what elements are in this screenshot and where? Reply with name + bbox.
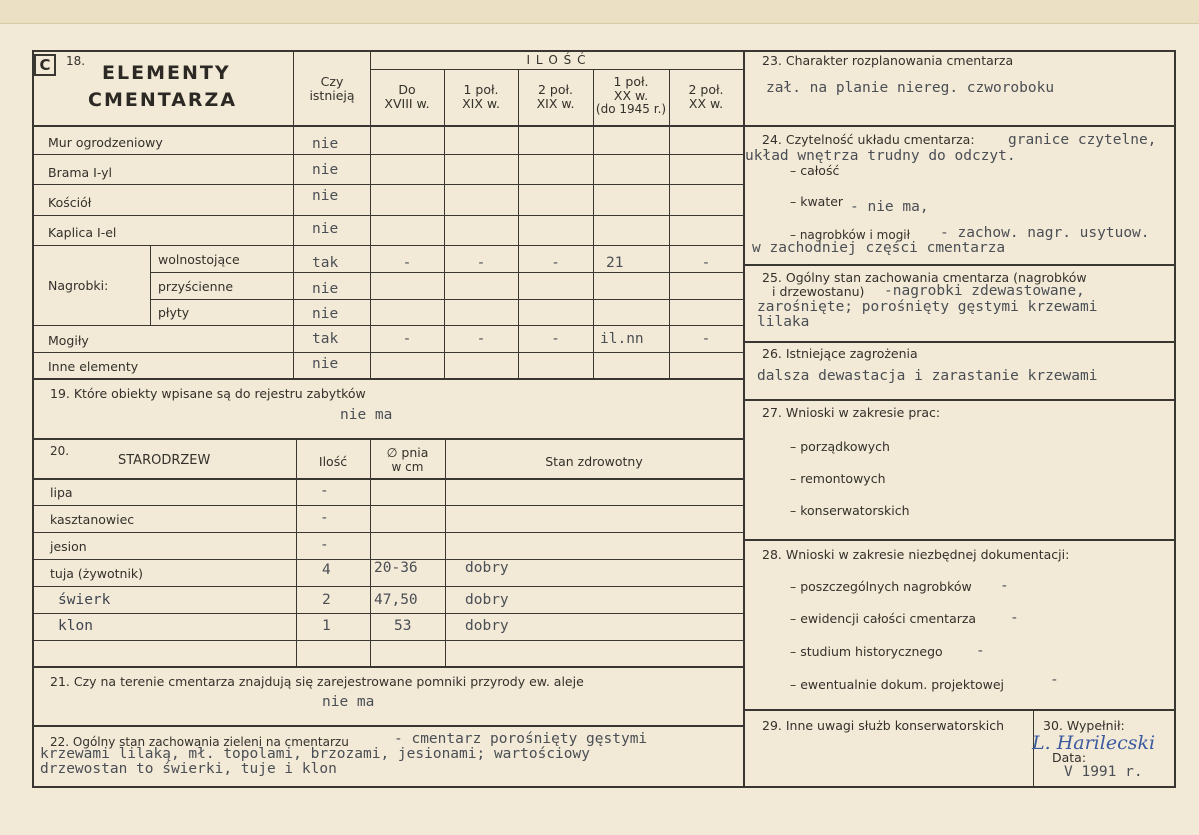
sec26-label: 26. Istniejące zagrożenia [762, 346, 918, 361]
sec18-title-1: ELEMENTY [102, 62, 231, 84]
sec24-nagrobkow-value-2: w zachodniej części cmentarza [752, 240, 1006, 256]
sec20-col-pnia-1: ∅ pnia [386, 445, 429, 460]
sec28-dash: - [1000, 578, 1009, 594]
sec19-value: nie ma [340, 407, 393, 423]
sec29-label: 29. Inne uwagi służb konserwatorskich [762, 718, 1004, 733]
value-przysc: nie [312, 281, 339, 297]
row-label-kaplica: Kaplica I-el [48, 225, 117, 240]
grid-line [34, 666, 743, 668]
col-1xx-3: (do 1945 r.) [595, 102, 667, 116]
row-label-wolno: wolnostojące [158, 252, 240, 267]
sec23-label: 23. Charakter rozplanowania cmentarza [762, 53, 1014, 68]
col-2xx-1: 2 poł. [688, 82, 724, 97]
c-box: C [34, 54, 56, 76]
row-label-inne: Inne elementy [48, 359, 139, 374]
sec27-item: – porządkowych [790, 439, 890, 454]
sec24-value-2: układ wnętrza trudny do odczyt. [745, 148, 1016, 164]
row-label-brama: Brama I-yl [48, 165, 113, 180]
tree-diam: 20-36 [374, 560, 418, 576]
tree-qty: - [320, 537, 329, 553]
grid-line [150, 272, 743, 273]
sec24-kwater: – kwater [790, 194, 844, 209]
tree-diam: 47,50 [374, 592, 418, 608]
sec25-value-3: lilaka [757, 314, 810, 330]
grid-line [34, 378, 743, 380]
value-mur: nie [312, 136, 339, 152]
sec30-label: 30. Wypełnił: [1043, 718, 1125, 733]
wolno-2xix: - [551, 255, 560, 271]
sec25-label-2: i drzewostanu) [772, 284, 865, 299]
grid-line [34, 532, 743, 533]
sec30-date-label: Data: [1052, 750, 1087, 765]
grid-line [34, 613, 743, 614]
tree-state: dobry [465, 560, 509, 576]
grid-line [745, 125, 1176, 127]
sec25-value-1: -nagrobki zdewastowane, [884, 283, 1085, 299]
sec27-label: 27. Wnioski w zakresie prac: [762, 405, 941, 420]
top-strip [0, 0, 1199, 24]
grid-line [745, 341, 1176, 343]
tree-name: klon [58, 618, 93, 634]
sec24-value-1: granice czytelne, [1008, 132, 1157, 148]
row-label-plyty: płyty [158, 305, 190, 320]
value-mogily: tak [312, 331, 339, 347]
sec18-title-2: CMENTARZA [88, 89, 238, 111]
mogily-2xx: - [701, 331, 711, 347]
ilosc-header: I L O Ś Ć [526, 53, 587, 67]
tree-qty: 1 [322, 618, 331, 634]
col-do-2: XVIII w. [384, 96, 430, 111]
row-label-mogily: Mogiły [48, 333, 89, 348]
sec24-calosc: – całość [790, 163, 840, 178]
sec18-num: 18. [66, 54, 86, 68]
wolno-do: - [402, 255, 412, 271]
grid-line [745, 709, 1176, 711]
sec24-kwater-value: - nie ma, [850, 199, 929, 215]
grid-line [34, 245, 743, 246]
sec20-col-pnia-2: w cm [391, 460, 424, 474]
grid-line [34, 505, 743, 506]
nagrobki-label: Nagrobki: [48, 278, 109, 293]
sec25-value-2: zarośnięte; porośnięty gęstymi krzewami [757, 299, 1098, 315]
value-inne: nie [312, 356, 339, 372]
grid-line [150, 245, 151, 325]
row-label-mur: Mur ogrodzeniowy [48, 135, 163, 150]
sec20-num: 20. [50, 444, 70, 458]
sec23-value: zał. na planie niereg. czworoboku [766, 80, 1055, 96]
tree-state: dobry [465, 618, 509, 634]
sec28-item: – ewentualnie dokum. projektowej [790, 677, 1005, 692]
mogily-2xix: - [551, 331, 560, 347]
tree-state: dobry [465, 592, 509, 608]
mogily-1xix: - [476, 331, 486, 347]
tree-name: świerk [58, 592, 111, 608]
sec22-line-2: krzewami lilaką, mł. topolami, brzozami, jesionami; wartościowy [40, 746, 590, 762]
sec22-label: 22. Ogólny stan zachowania zieleni na cmentarzu [50, 735, 349, 749]
tree-name: kasztanowiec [50, 512, 135, 527]
sec20-title: STARODRZEW [118, 453, 211, 468]
sec22-line-1: - cmentarz porośnięty gęstymi [394, 731, 648, 747]
grid-line [150, 299, 743, 300]
sec28-item: – ewidencji całości cmentarza [790, 611, 977, 626]
sec28-label: 28. Wnioski w zakresie niezbędnej dokumentacji: [762, 547, 1070, 562]
tree-name: tuja (żywotnik) [50, 566, 144, 581]
sec24-nagrobkow-value: - zachow. nagr. usytuow. [940, 225, 1150, 241]
sec28-item: – studium historycznego [790, 644, 943, 659]
sec21-value: nie ma [322, 694, 375, 710]
col-1xx-1: 1 poł. [613, 74, 649, 89]
value-kosciol: nie [312, 188, 339, 204]
col-2xix-2: XIX w. [536, 96, 575, 111]
grid-line [745, 264, 1176, 266]
wolno-2xx: - [701, 255, 711, 271]
grid-line [34, 154, 743, 155]
row-label-przysc: przyścienne [158, 279, 234, 294]
value-brama: nie [312, 162, 339, 178]
sec27-item: – konserwatorskich [790, 503, 910, 518]
grid-line [296, 439, 297, 666]
grid-line [745, 539, 1176, 541]
col-1xix-2: XIX w. [462, 96, 500, 111]
grid-line [34, 640, 743, 641]
value-wolno: tak [312, 255, 339, 271]
tree-qty: - [320, 510, 329, 526]
grid-line [445, 439, 446, 666]
col-do-1: Do [398, 82, 416, 97]
col-1xx-2: XX w. [613, 88, 649, 103]
grid-line [34, 725, 743, 727]
tree-name: jesion [50, 539, 87, 554]
sec28-dash: - [976, 643, 985, 659]
wolno-1xx: 21 [606, 255, 624, 271]
grid-line [745, 399, 1176, 401]
sec26-value: dalsza dewastacja i zarastanie krzewami [757, 368, 1098, 384]
mogily-1xx: il.nn [600, 331, 644, 347]
sec28-item: – poszczególnych nagrobków [790, 579, 972, 594]
row-label-kosciol: Kościół [48, 195, 92, 210]
tree-diam: 53 [394, 618, 412, 634]
grid-line [34, 215, 743, 216]
czy-2: istnieją [309, 88, 355, 103]
value-kaplica: nie [312, 221, 339, 237]
grid-line [34, 352, 743, 353]
sec24-nagrobkow: – nagrobków i mogił [790, 228, 911, 242]
czy-1: Czy [320, 74, 344, 89]
grid-line [34, 438, 743, 440]
sec22-line-3: drzewostan to świerki, tuje i klon [40, 761, 337, 777]
sec20-col-ilosc: Ilość [318, 454, 348, 469]
grid-line [370, 69, 743, 70]
grid-line [34, 586, 743, 587]
grid-line [34, 478, 743, 480]
tree-qty: - [320, 483, 329, 499]
wolno-1xix: - [476, 255, 486, 271]
sec27-item: – remontowych [790, 471, 886, 486]
sec28-dash: - [1010, 610, 1019, 626]
tree-qty: 2 [322, 592, 331, 608]
grid-line [34, 184, 743, 185]
mogily-do: - [402, 331, 412, 347]
tree-qty: 4 [322, 562, 331, 578]
col-1xix-1: 1 poł. [463, 82, 499, 97]
sec24-label: 24. Czytelność układu cmentarza: [762, 132, 975, 147]
tree-name: lipa [50, 485, 73, 500]
sec30-date: V 1991 r. [1064, 764, 1143, 780]
sec20-col-stan: Stan zdrowotny [545, 454, 643, 469]
grid-line [34, 125, 743, 127]
sec19-label: 19. Które obiekty wpisane są do rejestru zabytków [50, 386, 366, 401]
sec28-dash: - [1050, 672, 1059, 688]
value-plyty: nie [312, 306, 339, 322]
signature: L. Harilecski [1032, 732, 1156, 754]
grid-line [34, 325, 743, 326]
col-2xix-1: 2 poł. [537, 82, 574, 97]
sec25-label-1: 25. Ogólny stan zachowania cmentarza (nagrobków [762, 270, 1087, 285]
sec21-label: 21. Czy na terenie cmentarza znajdują się zarejestrowane pomniki przyrody ew. aleje [50, 674, 584, 689]
col-2xx-2: XX w. [688, 96, 724, 111]
